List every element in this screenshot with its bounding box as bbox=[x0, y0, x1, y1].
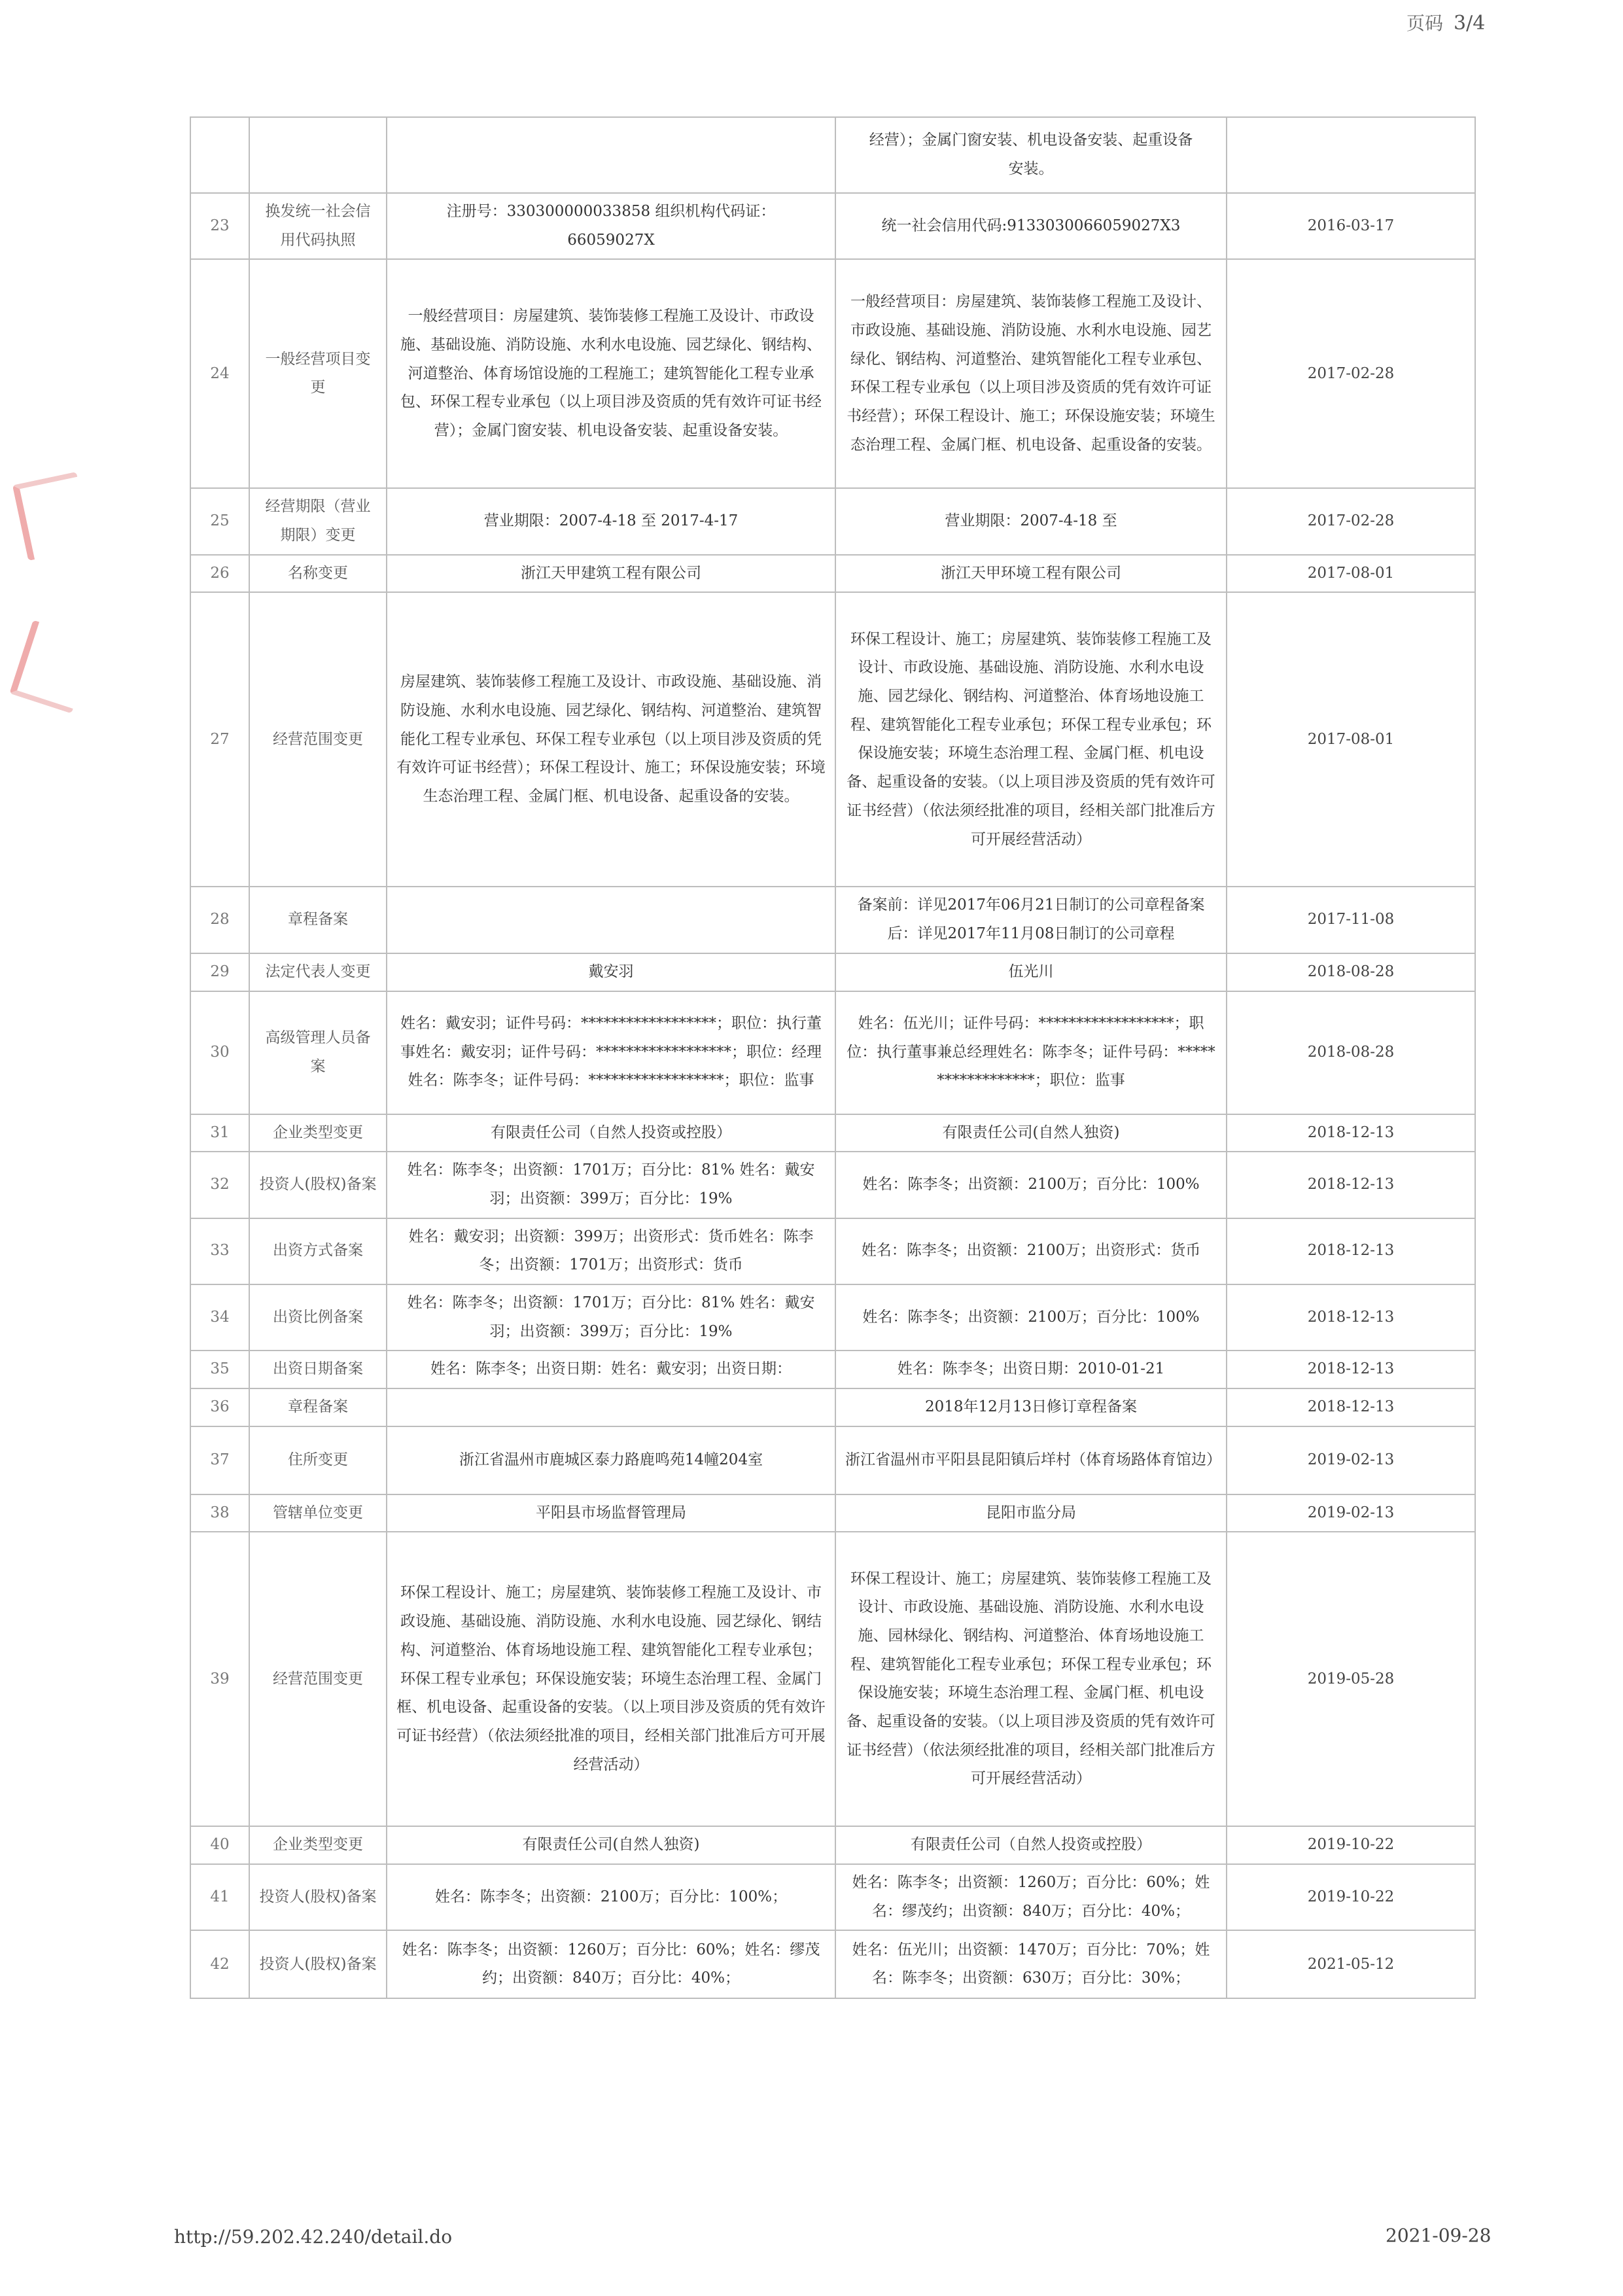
record-date: 2019-02-13 bbox=[1227, 1494, 1475, 1532]
table-row bbox=[190, 1218, 1475, 1284]
record-item: 经营期限（营业期限）变更 bbox=[249, 488, 387, 554]
table-row bbox=[190, 1426, 1475, 1494]
table-row bbox=[190, 1532, 1475, 1826]
record-before: 有限责任公司（自然人投资或控股） bbox=[387, 1114, 835, 1152]
footer-url: http://59.202.42.240/detail.do bbox=[174, 2226, 453, 2248]
page-marker: 页码 bbox=[1406, 12, 1444, 34]
record-date: 2018-12-13 bbox=[1227, 1351, 1475, 1388]
page-number-value: 3/4 bbox=[1454, 12, 1486, 35]
record-date: 2017-11-08 bbox=[1227, 887, 1475, 953]
record-number: 28 bbox=[190, 887, 249, 953]
record-after: 姓名：陈李冬；出资日期：2010-01-21 bbox=[835, 1351, 1227, 1388]
record-after: 姓名：陈李冬；出资额：2100万；百分比：100% bbox=[835, 1152, 1227, 1218]
table-row bbox=[190, 1864, 1475, 1930]
record-item: 出资比例备案 bbox=[249, 1284, 387, 1351]
table-row bbox=[190, 1930, 1475, 1998]
table-row bbox=[190, 1351, 1475, 1388]
record-before: 姓名：陈李冬；出资额：1260万；百分比：60%；姓名：缪茂约；出资额：840万；百分比：40%； bbox=[387, 1930, 835, 1998]
record-item: 住所变更 bbox=[249, 1426, 387, 1494]
record-date: 2017-08-01 bbox=[1227, 555, 1475, 593]
record-before: 注册号：330300000033858 组织机构代码证： 66059027X bbox=[387, 193, 835, 259]
record-number: 32 bbox=[190, 1152, 249, 1218]
table-row bbox=[190, 1826, 1475, 1864]
record-number: 27 bbox=[190, 592, 249, 887]
record-number: 35 bbox=[190, 1351, 249, 1388]
record-number: 42 bbox=[190, 1930, 249, 1998]
record-item: 名称变更 bbox=[249, 555, 387, 593]
record-number: 23 bbox=[190, 193, 249, 259]
record-date: 2018-12-13 bbox=[1227, 1218, 1475, 1284]
record-date: 2017-08-01 bbox=[1227, 592, 1475, 887]
table-row bbox=[190, 193, 1475, 259]
record-item: 投资人(股权)备案 bbox=[249, 1152, 387, 1218]
table-row bbox=[190, 117, 1475, 193]
record-item: 经营范围变更 bbox=[249, 592, 387, 887]
record-after: 姓名：伍光川；出资额：1470万；百分比：70%；姓名：陈李冬；出资额：630万；百分比：30%； bbox=[835, 1930, 1227, 1998]
table-row bbox=[190, 555, 1475, 593]
table-row bbox=[190, 953, 1475, 991]
table-row bbox=[190, 1114, 1475, 1152]
seal-stamp-fragment bbox=[9, 620, 96, 713]
record-before: 戴安羽 bbox=[387, 953, 835, 991]
record-after: 姓名：陈李冬；出资额：2100万；百分比：100% bbox=[835, 1284, 1227, 1351]
record-after: 营业期限：2007-4-18 至 bbox=[835, 488, 1227, 554]
record-before: 有限责任公司(自然人独资) bbox=[387, 1826, 835, 1864]
table-row bbox=[190, 1152, 1475, 1218]
record-before: 姓名：陈李冬；出资日期：姓名：戴安羽；出资日期： bbox=[387, 1351, 835, 1388]
record-date: 2018-12-13 bbox=[1227, 1114, 1475, 1152]
record-before bbox=[387, 117, 835, 193]
record-date: 2017-02-28 bbox=[1227, 259, 1475, 488]
record-before: 浙江天甲建筑工程有限公司 bbox=[387, 555, 835, 593]
record-before: 姓名：陈李冬；出资额：1701万；百分比：81% 姓名：戴安羽；出资额：399万；百分比：19% bbox=[387, 1284, 835, 1351]
seal-stamp-fragment bbox=[12, 472, 92, 561]
record-number: 31 bbox=[190, 1114, 249, 1152]
record-date: 2018-12-13 bbox=[1227, 1284, 1475, 1351]
table-row bbox=[190, 1284, 1475, 1351]
record-item: 企业类型变更 bbox=[249, 1826, 387, 1864]
record-before: 浙江省温州市鹿城区泰力路鹿鸣苑14幢204室 bbox=[387, 1426, 835, 1494]
record-after: 伍光川 bbox=[835, 953, 1227, 991]
record-before: 姓名：戴安羽；证件号码：******************；职位：执行董事姓名：戴安羽；证件号码：******************；职位：经理姓名：陈李冬；证件号码：******************；职位：监事 bbox=[387, 991, 835, 1114]
record-date: 2018-12-13 bbox=[1227, 1388, 1475, 1426]
record-before: 姓名：戴安羽；出资额：399万；出资形式：货币姓名：陈李冬；出资额：1701万；出资形式：货币 bbox=[387, 1218, 835, 1284]
record-item: 法定代表人变更 bbox=[249, 953, 387, 991]
record-date: 2018-08-28 bbox=[1227, 953, 1475, 991]
table-row bbox=[190, 592, 1475, 887]
change-records-body bbox=[190, 117, 1475, 1998]
record-number: 38 bbox=[190, 1494, 249, 1532]
record-item: 换发统一社会信用代码执照 bbox=[249, 193, 387, 259]
record-before: 平阳县市场监督管理局 bbox=[387, 1494, 835, 1532]
record-before: 姓名：陈李冬；出资额：2100万；百分比：100%； bbox=[387, 1864, 835, 1930]
table-row bbox=[190, 1494, 1475, 1532]
record-before: 房屋建筑、装饰装修工程施工及设计、市政设施、基础设施、消防设施、水利水电设施、园艺绿化、钢结构、河道整治、建筑智能化工程专业承包、环保工程专业承包（以上项目涉及资质的凭有效许可证书经营）；环保工程设计、施工；环保设施安装；环境生态治理工程、金属门框、机电设备、起重设备的安装。 bbox=[387, 592, 835, 887]
record-after: 环保工程设计、施工；房屋建筑、装饰装修工程施工及设计、市政设施、基础设施、消防设施、水利水电设施、园林绿化、钢结构、河道整治、体育场地设施工程、建筑智能化工程专业承包；环保工程专业承包；环保设施安装；环境生态治理工程、金属门框、机电设备、起重设备的安装。（以上项目涉及资质的凭有效许可证书经营）（依法须经批准的项目，经相关部门批准后方可开展经营活动） bbox=[835, 1532, 1227, 1826]
record-date: 2021-05-12 bbox=[1227, 1930, 1475, 1998]
table-row bbox=[190, 887, 1475, 953]
record-after: 姓名：伍光川；证件号码：******************；职位：执行董事兼总经理姓名：陈李冬；证件号码：******************；职位：监事 bbox=[835, 991, 1227, 1114]
record-item: 投资人(股权)备案 bbox=[249, 1864, 387, 1930]
record-number: 26 bbox=[190, 555, 249, 593]
record-item: 投资人(股权)备案 bbox=[249, 1930, 387, 1998]
record-after: 昆阳市监分局 bbox=[835, 1494, 1227, 1532]
record-item: 经营范围变更 bbox=[249, 1532, 387, 1826]
record-number: 37 bbox=[190, 1426, 249, 1494]
record-after: 一般经营项目：房屋建筑、装饰装修工程施工及设计、市政设施、基础设施、消防设施、水利水电设施、园艺绿化、钢结构、河道整治、建筑智能化工程专业承包、环保工程专业承包（以上项目涉及资质的凭有效许可证书经营）；环保工程设计、施工；环保设施安装；环境生态治理工程、金属门框、机电设备、起重设备的安装。 bbox=[835, 259, 1227, 488]
record-after: 有限责任公司（自然人投资或控股） bbox=[835, 1826, 1227, 1864]
record-item bbox=[249, 117, 387, 193]
record-item: 章程备案 bbox=[249, 887, 387, 953]
record-after: 有限责任公司(自然人独资) bbox=[835, 1114, 1227, 1152]
record-number: 36 bbox=[190, 1388, 249, 1426]
record-date: 2017-02-28 bbox=[1227, 488, 1475, 554]
record-before: 环保工程设计、施工；房屋建筑、装饰装修工程施工及设计、市政设施、基础设施、消防设施、水利水电设施、园艺绿化、钢结构、河道整治、体育场地设施工程、建筑智能化工程专业承包；环保工程专业承包；环保设施安装；环境生态治理工程、金属门框、机电设备、起重设备的安装。（以上项目涉及资质的凭有效许可证书经营）（依法须经批准的项目，经相关部门批准后方可开展经营活动） bbox=[387, 1532, 835, 1826]
record-date: 2018-08-28 bbox=[1227, 991, 1475, 1114]
record-before: 姓名：陈李冬；出资额：1701万；百分比：81% 姓名：戴安羽；出资额：399万；百分比：19% bbox=[387, 1152, 835, 1218]
record-after: 备案前：详见2017年06月21日制订的公司章程备案后：详见2017年11月08日制订的公司章程 bbox=[835, 887, 1227, 953]
change-records-table bbox=[190, 116, 1476, 1999]
record-before bbox=[387, 1388, 835, 1426]
record-number bbox=[190, 117, 249, 193]
record-after: 2018年12月13日修订章程备案 bbox=[835, 1388, 1227, 1426]
record-item: 管辖单位变更 bbox=[249, 1494, 387, 1532]
record-number: 41 bbox=[190, 1864, 249, 1930]
record-after: 姓名：陈李冬；出资额：1260万；百分比：60%；姓名：缪茂约；出资额：840万；百分比：40%； bbox=[835, 1864, 1227, 1930]
record-number: 40 bbox=[190, 1826, 249, 1864]
record-item: 一般经营项目变更 bbox=[249, 259, 387, 488]
footer-date: 2021-09-28 bbox=[1386, 2225, 1492, 2246]
record-number: 33 bbox=[190, 1218, 249, 1284]
record-date bbox=[1227, 117, 1475, 193]
record-before: 一般经营项目：房屋建筑、装饰装修工程施工及设计、市政设施、基础设施、消防设施、水利水电设施、园艺绿化、钢结构、河道整治、体育场馆设施的工程施工；建筑智能化工程专业承包、环保工程专业承包（以上项目涉及资质的凭有效许可证书经营）；金属门窗安装、机电设备安装、起重设备安装。 bbox=[387, 259, 835, 488]
record-before: 营业期限：2007-4-18 至 2017-4-17 bbox=[387, 488, 835, 554]
record-after: 环保工程设计、施工；房屋建筑、装饰装修工程施工及设计、市政设施、基础设施、消防设施、水利水电设施、园艺绿化、钢结构、河道整治、体育场地设施工程、建筑智能化工程专业承包；环保工程专业承包；环保设施安装；环境生态治理工程、金属门框、机电设备、起重设备的安装。（以上项目涉及资质的凭有效许可证书经营）（依法须经批准的项目，经相关部门批准后方可开展经营活动） bbox=[835, 592, 1227, 887]
record-number: 29 bbox=[190, 953, 249, 991]
record-number: 24 bbox=[190, 259, 249, 488]
record-after: 浙江天甲环境工程有限公司 bbox=[835, 555, 1227, 593]
record-date: 2019-02-13 bbox=[1227, 1426, 1475, 1494]
record-after: 经营）；金属门窗安装、机电设备安装、起重设备 安装。 bbox=[835, 117, 1227, 193]
record-item: 出资方式备案 bbox=[249, 1218, 387, 1284]
record-item: 出资日期备案 bbox=[249, 1351, 387, 1388]
record-date: 2018-12-13 bbox=[1227, 1152, 1475, 1218]
page-number bbox=[1406, 9, 1485, 35]
table-row bbox=[190, 1388, 1475, 1426]
table-row bbox=[190, 259, 1475, 488]
table-row bbox=[190, 488, 1475, 554]
table-row bbox=[190, 991, 1475, 1114]
record-item: 企业类型变更 bbox=[249, 1114, 387, 1152]
record-date: 2019-10-22 bbox=[1227, 1826, 1475, 1864]
record-number: 39 bbox=[190, 1532, 249, 1826]
record-date: 2016-03-17 bbox=[1227, 193, 1475, 259]
record-before bbox=[387, 887, 835, 953]
record-item: 高级管理人员备案 bbox=[249, 991, 387, 1114]
record-number: 34 bbox=[190, 1284, 249, 1351]
record-number: 25 bbox=[190, 488, 249, 554]
record-after: 姓名：陈李冬；出资额：2100万；出资形式：货币 bbox=[835, 1218, 1227, 1284]
record-item: 章程备案 bbox=[249, 1388, 387, 1426]
record-number: 30 bbox=[190, 991, 249, 1114]
record-after: 浙江省温州市平阳县昆阳镇后垟村（体育场路体育馆边） bbox=[835, 1426, 1227, 1494]
record-date: 2019-10-22 bbox=[1227, 1864, 1475, 1930]
record-after: 统一社会信用代码:9133030066059027X3 bbox=[835, 193, 1227, 259]
record-date: 2019-05-28 bbox=[1227, 1532, 1475, 1826]
